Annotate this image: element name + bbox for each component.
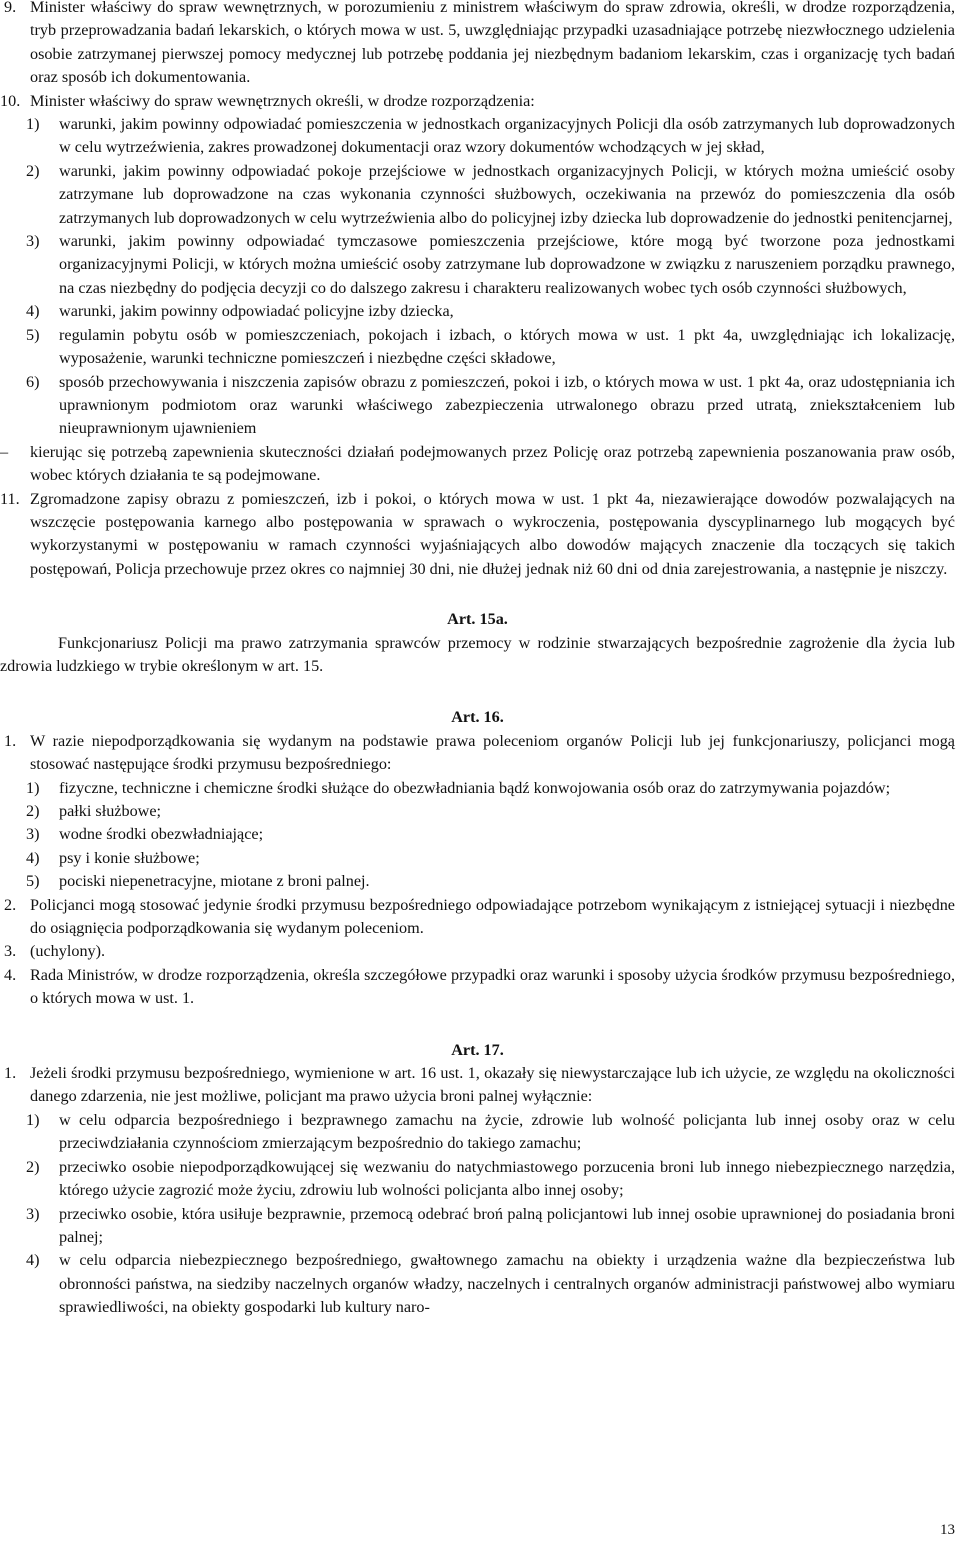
point-text: przeciwko osobie niepodporządkowującej się wezwaniu do natychmiastowego porzucenia broni lub innego niebezpiecznego narzędzia, którego użycie zagrozić może życiu, zdrowiu lub wolności policjanta albo innej osoby; [59, 1157, 955, 1200]
paragraph-text: W razie niepodporządkowania się wydanym na podstawie prawa poleceniom organów Policji lub jej funkcjonariuszy, policjanci mogą stosować następujące środki przymusu bezpośredniego: [30, 731, 955, 774]
point-text: w celu odparcia niebezpiecznego bezpośredniego, gwałtownego zamachu na obiekty i urządzenia ważne dla bezpieczeństwa lub obronności państwa, na siedziby naczelnych organów władzy, naczelnych i centralnych organów administracji państwowej albo wymiaru sprawiedliwości, na obiekty gospodarki lub kultury naro- [59, 1251, 955, 1317]
item-text: Minister właściwy do spraw wewnętrznych, w porozumieniu z ministrem właściwym do spraw zdrowia, określi, w drodze rozporządzenia, tryb przeprowadzania badań lekarskich, o których mowa w ust. 5, uwzględniając przypadki uzasadniające potrzebę niezwłocznego udzielenia osobie zatrzymanej pierwszej pomocy medycznej lub potrzebę poddania jej niezbędnym badaniom lekarskim, czas i organizację tych badań oraz sposób ich dokumentowania. [30, 0, 955, 87]
point-text: warunki, jakim powinny odpowiadać pomieszczenia w jednostkach organizacyjnych Policji dla osób zatrzymanych lub doprowadzonych w celu wytrzeźwienia, zakres prowadzonej dokumentacji oraz wzory dokumentów wchodzących w jej skład, [59, 115, 955, 157]
art17-point-1 [0, 1109, 955, 1156]
art17-point-2 [0, 1156, 955, 1203]
item-number: 11. [0, 489, 20, 508]
point-number: 1) [26, 778, 40, 797]
art16-point-4 [0, 847, 955, 870]
art16-par-4 [0, 964, 955, 1011]
point-number: 6) [26, 372, 40, 391]
paragraph-number: 4. [4, 965, 17, 984]
point-number: 5) [26, 872, 40, 891]
article-heading-15a: Art. 15a. [447, 610, 508, 629]
paragraph-text: Rada Ministrów, w drodze rozporządzenia, określa szczegółowe przypadki oraz warunki i sposoby użycia środków przymusu bezpośredniego, o których mowa w ust. 1. [30, 965, 955, 1008]
sub-point-1 [0, 113, 955, 160]
item-number: 10. [0, 91, 21, 110]
point-number: 2) [26, 802, 40, 820]
art17-par-1 [0, 1062, 955, 1109]
sub-point-4 [0, 300, 955, 323]
point-text: sposób przechowywania i niszczenia zapisów obrazu z pomieszczeń, pokoi i izb, o których mowa w ust. 1 pkt 4a, oraz udostępniania ich uprawnionym podmiotom oraz warunki właściwego zabezpieczenia utrwalonego obrazu przed utratą, zniekształceniem lub nieuprawnionym ujawnieniem [59, 372, 955, 438]
list-item-10 [0, 90, 955, 113]
paragraph-number: 1. [4, 1064, 17, 1083]
point-text: pałki służbowe; [59, 802, 162, 820]
page-number: 13 [940, 1521, 955, 1538]
dash-text: kierując się potrzebą zapewnienia skuteczności działań podejmowanych przez Policję oraz potrzebą zapewnienia poszanowania praw osób, wobec których działania te są podejmowane. [30, 442, 955, 485]
art16-point-3 [0, 823, 955, 846]
article-heading-17: Art. 17. [451, 1040, 504, 1059]
point-text: wodne środki obezwładniające; [59, 825, 264, 844]
point-number: 4) [26, 1251, 40, 1270]
point-text: pociski niepenetracyjne, miotane z broni palnej. [59, 872, 370, 891]
point-text: warunki, jakim powinny odpowiadać tymczasowe pomieszczenia przejściowe, które mogą być tworzone poza jednostkami organizacyjnymi Policji, w których można umieścić osoby zatrzymane lub doprowadzone w związku z naruszeniem porządku prawnego, na czas niezbędny do podjęcia decyzji co do dalszego zakresu i charakteru realizowanych wobec tych osób czynności służbowych, [59, 232, 955, 297]
paragraph-number: 1. [4, 731, 17, 750]
article-heading-16: Art. 16. [451, 708, 504, 727]
point-number: 3) [26, 825, 40, 844]
paragraph-text: Policjanci mogą stosować jedynie środki przymusu bezpośredniego odpowiadające potrzebom wynikającym z istniejącej sytuacji i niezbędne do osiągnięcia podporządkowania się wydanym poleceniom. [30, 895, 955, 938]
point-number: 1) [26, 115, 40, 134]
item-text: Minister właściwy do spraw wewnętrznych określi, w drodze rozporządzenia: [30, 91, 535, 110]
art16-point-5 [0, 870, 955, 893]
sub-point-3 [0, 230, 955, 300]
point-number: 2) [26, 1157, 40, 1176]
point-text: psy i konie służbowe; [59, 848, 200, 867]
point-number: 3) [26, 1204, 40, 1223]
sub-point-5 [0, 324, 955, 371]
point-number: 3) [26, 232, 40, 251]
art17-point-3 [0, 1203, 955, 1250]
dash-mark: – [0, 442, 9, 461]
list-item-11 [0, 488, 955, 582]
point-number: 4) [26, 302, 40, 321]
art16-point-2 [0, 800, 955, 823]
point-text: warunki, jakim powinny odpowiadać pokoje przejściowe w jednostkach organizacyjnych Policji, w których można umieścić osoby zatrzymane lub doprowadzone na czas wykonania czynności służbowych, oczekiwania na przewóz do pomieszczenia dla osób zatrzymanych lub doprowadzonych w celu wytrzeźwienia albo do policyjnej izby dziecka lub doprowadzenie do jednostki penitencjarnej, [59, 161, 955, 227]
item-number: 9. [4, 0, 17, 16]
paragraph-number: 3. [4, 942, 17, 961]
point-number: 4) [26, 848, 40, 867]
art16-par-2 [0, 894, 955, 941]
item-text: Zgromadzone zapisy obrazu z pomieszczeń, izb i pokoi, o których mowa w ust. 1 pkt 4a, niezawierające dowodów pozwalających na wszczęcie postępowania karnego albo postępowania w sprawach o wykroczenia, postępowania dyscyplinarnego lub mogących być wykorzystanymi w postępowaniu w ramach czynności wyjaśniających albo dowodów mających znaczenie dla toczących się takich postępowań, Policja przechowuje przez okres co najmniej 30 dni, nie dłużej jednak niż 60 dni od dnia zarejestrowania, a następnie je niszczy. [30, 489, 955, 578]
sub-point-2 [0, 160, 955, 230]
point-number: 2) [26, 161, 40, 180]
point-number: 1) [26, 1110, 40, 1129]
list-item-9 [0, 0, 955, 90]
art16-point-1 [0, 777, 955, 800]
sub-point-6 [0, 371, 955, 441]
article-15a-text: Funkcjonariusz Policji ma prawo zatrzymania sprawców przemocy w rodzinie stwarzających bezpośrednie zagrożenie dla życia lub zdrowia ludzkiego w trybie określonym w art. 15. [0, 633, 955, 675]
art17-point-4 [0, 1249, 955, 1319]
art16-par-1 [0, 730, 955, 777]
point-number: 5) [26, 325, 40, 344]
paragraph-text: (uchylony). [30, 942, 106, 961]
point-text: fizyczne, techniczne i chemiczne środki służące do obezwładniania bądź konwojowania osób oraz do zatrzymywania pojazdów; [59, 778, 891, 797]
art16-par-3 [0, 940, 955, 963]
point-text: w celu odparcia bezpośredniego i bezprawnego zamachu na życie, zdrowie lub wolność policjanta lub innej osoby oraz w celu przeciwdziałania czynnościom zmierzającym bezpośrednio do takiego zamachu; [59, 1110, 955, 1153]
dash-clause [0, 441, 955, 488]
point-text: warunki, jakim powinny odpowiadać policyjne izby dziecka, [59, 302, 454, 321]
point-text: przeciwko osobie, która usiłuje bezprawnie, przemocą odebrać broń palną policjantowi lub innej osobie uprawnionej do posiadania broni palnej; [59, 1204, 955, 1246]
paragraph-text: Jeżeli środki przymusu bezpośredniego, wymienione w art. 16 ust. 1, okazały się niewystarczające lub ich użycie, ze względu na okoliczności danego zdarzenia, nie jest możliwe, policjant ma prawo użycia broni palnej wyłącznie: [30, 1064, 955, 1106]
paragraph-number: 2. [4, 895, 17, 914]
point-text: regulamin pobytu osób w pomieszczeniach, pokojach i izbach, o których mowa w ust. 1 pkt 4a, uwzględniając ich lokalizację, wyposażenie, warunki techniczne pomieszczeń i niezbędne części składowe, [59, 325, 955, 368]
